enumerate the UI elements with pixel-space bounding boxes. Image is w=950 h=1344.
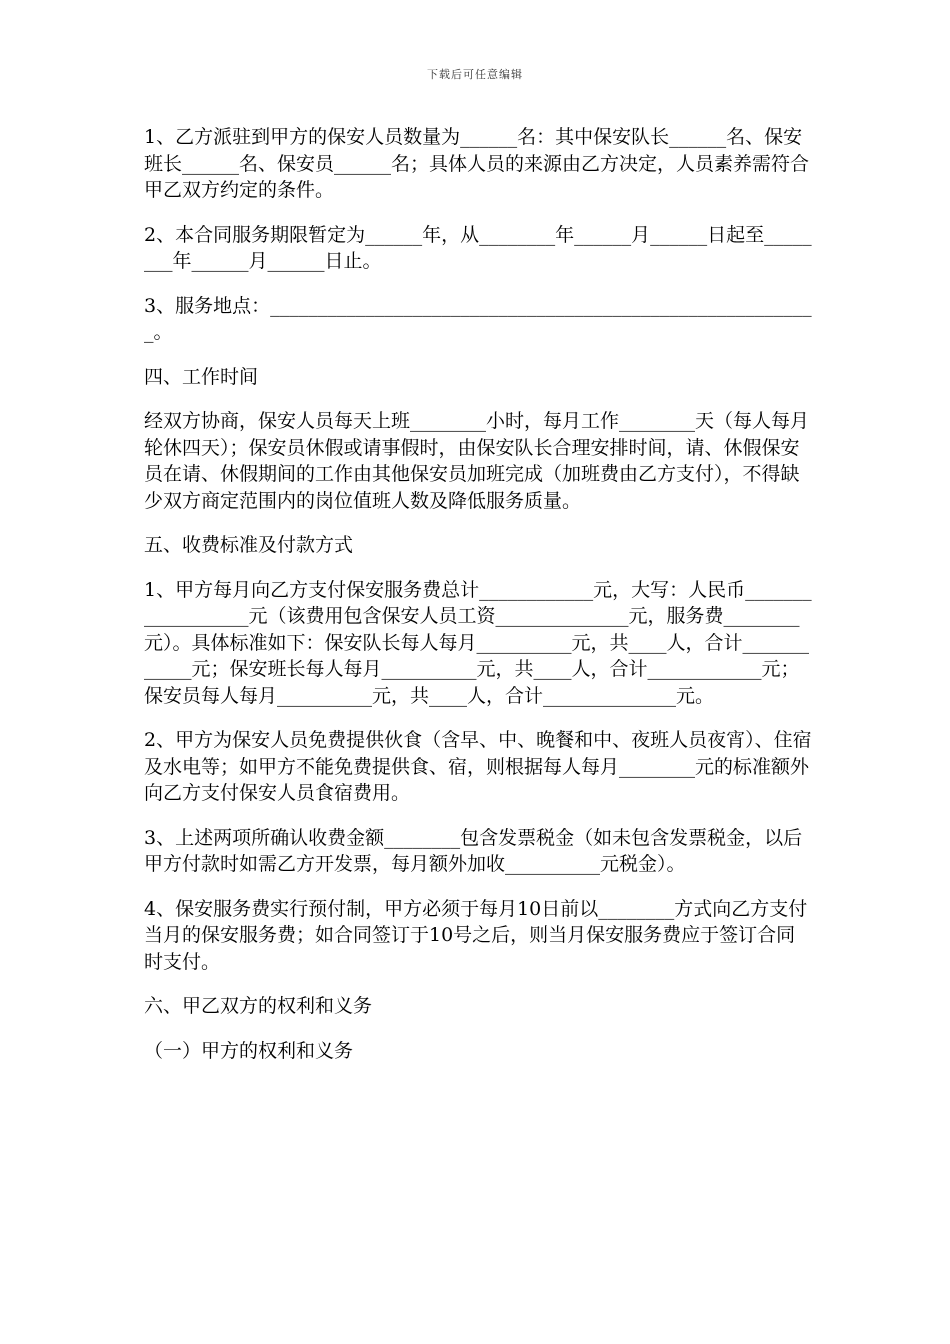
section-heading-rights-duties: 六、甲乙双方的权利和义务 (144, 995, 373, 1017)
clause-work-hours: 经双方协商，保安人员每天上班________小时，每月工作________天（每人每月轮休四天）；保安员休假或请事假时，由保安队长合理安排时间，请、休假保安员在请、休假期间的工作由其他保安员加班完成（加班费由乙方支付），不得缺少双方商定范围内的岗位值班人数及降低服务质量。 (144, 410, 810, 512)
section-heading-work-hours: 四、工作时间 (144, 365, 259, 388)
clause-service-location: 3、服务地点：__________________________________________________________。 (144, 294, 812, 343)
clause-fee-total: 1、甲方每月向乙方支付保安服务费总计____________元，大写：人民币__________________元（该费用包含保安人员工资______________元，服务费________元）。具体标准如下：保安队长每人每月__________元，共____人，合计____________元；保安班长每人每月__________元，共____人，合计____________元；保安员每人每月__________元，共____人，合计______________元。 (144, 578, 812, 707)
clause-invoice-tax: 3、上述两项所确认收费金额________包含发票税金（如未包含发票税金，以后甲方付款时如需乙方开发票，每月额外加收__________元税金）。 (144, 826, 803, 875)
clause-staffing: 1、乙方派驻到甲方的保安人员数量为______名：其中保安队长______名、保安班长______名、保安员______名；具体人员的来源由乙方决定，人员素养需符合甲乙双方约定的条件。 (144, 126, 810, 201)
clause-prepayment: 4、保安服务费实行预付制，甲方必须于每月10日前以________方式向乙方支付当月的保安服务费；如合同签订于10号之后，则当月保安服务费应于签订合同时支付。 (144, 897, 808, 973)
header-note: 下载后可任意编辑 (427, 68, 523, 81)
clause-board-lodging: 2、甲方为保安人员免费提供伙食（含早、中、晚餐和中、夜班人员夜宵）、住宿及水电等；如甲方不能免费提供食、宿，则根据每人每月________元的标准额外向乙方支付保安人员食宿费用。 (144, 729, 812, 804)
clause-service-period: 2、本合同服务期限暂定为______年，从________年______月______日起至________年______月______日止。 (144, 223, 812, 272)
document-body (144, 124, 812, 1082)
section-heading-fees: 五、收费标准及付款方式 (144, 534, 354, 556)
subsection-heading-party-a: （一）甲方的权利和义务 (144, 1039, 354, 1062)
